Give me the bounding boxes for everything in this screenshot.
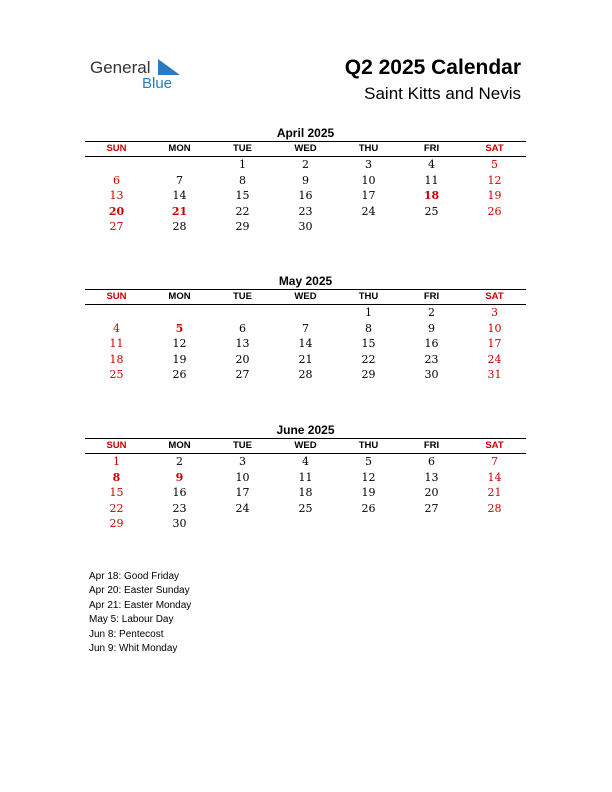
- day-cell: 18: [423, 189, 440, 203]
- day-cell: 24: [487, 352, 502, 366]
- day-cell: 6: [113, 173, 120, 187]
- day-cell: 13: [235, 337, 250, 351]
- day-cell: 11: [298, 470, 313, 484]
- day-cell: 4: [113, 321, 120, 335]
- day-cell: 4: [302, 455, 309, 468]
- weekday-header-fri: FRI: [423, 440, 440, 451]
- day-cell: 9: [428, 321, 435, 335]
- empty-day-cell: [400, 219, 463, 235]
- empty-day-cell: [85, 157, 148, 173]
- weekday-header-sun: SUN: [106, 143, 127, 154]
- day-cell: 16: [298, 189, 313, 203]
- weekday-header-sun: SUN: [106, 291, 127, 302]
- weekday-header-fri: FRI: [423, 291, 440, 302]
- weekday-header-wed: WED: [294, 291, 317, 302]
- weekday-header-wed: WED: [294, 440, 317, 451]
- day-cell: 15: [109, 486, 124, 500]
- week-row: [85, 470, 526, 486]
- generalblue-logo: [90, 58, 190, 94]
- day-cell: 5: [365, 455, 372, 468]
- day-cell: 27: [109, 220, 124, 234]
- day-cell: 21: [298, 352, 313, 366]
- holiday-item: Apr 20: Easter Sunday: [89, 585, 190, 597]
- day-cell: 14: [298, 337, 313, 351]
- weekday-header-wed: WED: [294, 143, 317, 154]
- day-cell: 29: [109, 517, 124, 531]
- day-cell: 19: [172, 352, 187, 366]
- day-cell: 5: [175, 321, 184, 335]
- day-cell: 23: [298, 204, 313, 218]
- day-cell: 8: [365, 321, 372, 335]
- holiday-list: [89, 570, 191, 656]
- day-cell: 13: [424, 470, 439, 484]
- page-title: Q2 2025 Calendar: [344, 56, 521, 79]
- day-cell: 30: [424, 368, 439, 382]
- week-row: [85, 336, 526, 352]
- weekday-header-tue: TUE: [233, 143, 252, 154]
- month-title: April 2025: [276, 126, 335, 140]
- day-cell: 28: [298, 368, 313, 382]
- day-cell: 17: [235, 486, 250, 500]
- weekday-header-tue: TUE: [233, 291, 252, 302]
- empty-day-cell: [148, 157, 211, 173]
- day-cell: 12: [361, 470, 376, 484]
- empty-day-cell: [274, 516, 337, 532]
- day-cell: 21: [171, 204, 188, 218]
- day-cell: 1: [365, 306, 372, 319]
- day-cell: 28: [172, 220, 187, 234]
- empty-day-cell: [463, 219, 526, 235]
- day-cell: 18: [298, 486, 313, 500]
- week-row: [85, 219, 526, 235]
- weekday-header-thu: THU: [358, 440, 379, 451]
- day-cell: 25: [424, 204, 439, 218]
- day-cell: 30: [298, 220, 313, 234]
- week-row: [85, 501, 526, 517]
- day-cell: 15: [235, 189, 250, 203]
- day-cell: 11: [424, 173, 439, 187]
- day-cell: 24: [361, 204, 376, 218]
- weekday-header-row: [85, 141, 526, 157]
- day-cell: 8: [112, 470, 121, 484]
- day-cell: 2: [302, 158, 309, 171]
- weekday-header-sat: SAT: [485, 440, 504, 451]
- weekday-header-thu: THU: [358, 143, 379, 154]
- empty-day-cell: [400, 516, 463, 532]
- day-cell: 6: [428, 455, 435, 468]
- week-row: [85, 367, 526, 383]
- day-cell: 19: [487, 189, 502, 203]
- day-cell: 21: [487, 486, 502, 500]
- day-cell: 19: [361, 486, 376, 500]
- empty-day-cell: [211, 305, 274, 321]
- weekday-header-sun: SUN: [106, 440, 127, 451]
- empty-day-cell: [337, 516, 400, 532]
- logo-triangle-icon: [158, 59, 180, 75]
- weekday-header-sat: SAT: [485, 291, 504, 302]
- month-june: [85, 422, 526, 532]
- week-row: [85, 188, 526, 204]
- weekday-header-tue: TUE: [233, 440, 252, 451]
- weekday-header-mon: MON: [168, 291, 191, 302]
- day-cell: 17: [361, 189, 376, 203]
- day-cell: 16: [172, 486, 187, 500]
- day-cell: 20: [108, 204, 125, 218]
- weekday-header-thu: THU: [358, 291, 379, 302]
- day-cell: 28: [487, 501, 502, 515]
- day-cell: 26: [361, 501, 376, 515]
- logo-word-blue: Blue: [142, 75, 173, 92]
- day-cell: 16: [424, 337, 439, 351]
- day-cell: 2: [176, 455, 183, 468]
- day-cell: 31: [487, 368, 502, 382]
- week-row: [85, 157, 526, 173]
- day-cell: 26: [487, 204, 502, 218]
- holiday-item: May 5: Labour Day: [89, 614, 174, 626]
- weekday-header-row: [85, 289, 526, 305]
- day-cell: 22: [109, 501, 124, 515]
- day-cell: 10: [487, 321, 502, 335]
- day-cell: 15: [361, 337, 376, 351]
- weekday-header-sat: SAT: [485, 143, 504, 154]
- day-cell: 11: [109, 337, 124, 351]
- month-title: May 2025: [278, 274, 333, 288]
- day-cell: 30: [172, 517, 187, 531]
- week-row: [85, 454, 526, 470]
- day-cell: 13: [109, 189, 124, 203]
- day-cell: 9: [302, 173, 309, 187]
- month-title: June 2025: [276, 423, 335, 437]
- day-cell: 27: [235, 368, 250, 382]
- week-row: [85, 516, 526, 532]
- day-cell: 23: [424, 352, 439, 366]
- empty-day-cell: [85, 305, 148, 321]
- day-cell: 5: [491, 158, 498, 171]
- day-cell: 1: [113, 455, 120, 468]
- day-cell: 8: [239, 173, 246, 187]
- day-cell: 7: [302, 321, 309, 335]
- day-cell: 22: [361, 352, 376, 366]
- day-cell: 7: [176, 173, 183, 187]
- empty-day-cell: [148, 305, 211, 321]
- weekday-header-row: [85, 438, 526, 454]
- empty-day-cell: [274, 305, 337, 321]
- holiday-item: Apr 18: Good Friday: [89, 571, 180, 582]
- day-cell: 3: [239, 455, 246, 468]
- page-subtitle: Saint Kitts and Nevis: [364, 84, 521, 103]
- day-cell: 22: [235, 204, 250, 218]
- day-cell: 9: [175, 470, 184, 484]
- day-cell: 7: [491, 455, 498, 468]
- day-cell: 20: [424, 486, 439, 500]
- day-cell: 20: [235, 352, 250, 366]
- day-cell: 17: [487, 337, 502, 351]
- empty-day-cell: [463, 516, 526, 532]
- day-cell: 3: [491, 306, 498, 319]
- holiday-item: Jun 9: Whit Monday: [89, 643, 178, 655]
- day-cell: 29: [235, 220, 250, 234]
- day-cell: 29: [361, 368, 376, 382]
- logo-word-general: General: [90, 58, 151, 77]
- day-cell: 10: [235, 470, 250, 484]
- day-cell: 25: [298, 501, 313, 515]
- day-cell: 1: [239, 158, 246, 171]
- day-cell: 27: [424, 501, 439, 515]
- day-cell: 18: [109, 352, 124, 366]
- day-cell: 12: [487, 173, 502, 187]
- day-cell: 25: [109, 368, 124, 382]
- day-cell: 2: [428, 306, 435, 319]
- empty-day-cell: [211, 516, 274, 532]
- day-cell: 6: [239, 321, 246, 335]
- empty-day-cell: [337, 219, 400, 235]
- day-cell: 26: [172, 368, 187, 382]
- month-may: [85, 273, 526, 383]
- week-row: [85, 321, 526, 337]
- day-cell: 10: [361, 173, 376, 187]
- week-row: [85, 204, 526, 220]
- holiday-item: Apr 21: Easter Monday: [89, 599, 192, 611]
- month-april: [85, 125, 526, 235]
- holiday-item: Jun 8: Pentecost: [89, 628, 164, 640]
- day-cell: 14: [172, 189, 187, 203]
- week-row: [85, 173, 526, 189]
- week-row: [85, 485, 526, 501]
- day-cell: 12: [172, 337, 187, 351]
- day-cell: 14: [487, 470, 502, 484]
- day-cell: 23: [172, 501, 187, 515]
- weekday-header-fri: FRI: [423, 143, 440, 154]
- day-cell: 4: [428, 158, 435, 171]
- weekday-header-mon: MON: [168, 440, 191, 451]
- week-row: [85, 305, 526, 321]
- week-row: [85, 352, 526, 368]
- day-cell: 3: [365, 158, 372, 171]
- weekday-header-mon: MON: [168, 143, 191, 154]
- day-cell: 24: [235, 501, 250, 515]
